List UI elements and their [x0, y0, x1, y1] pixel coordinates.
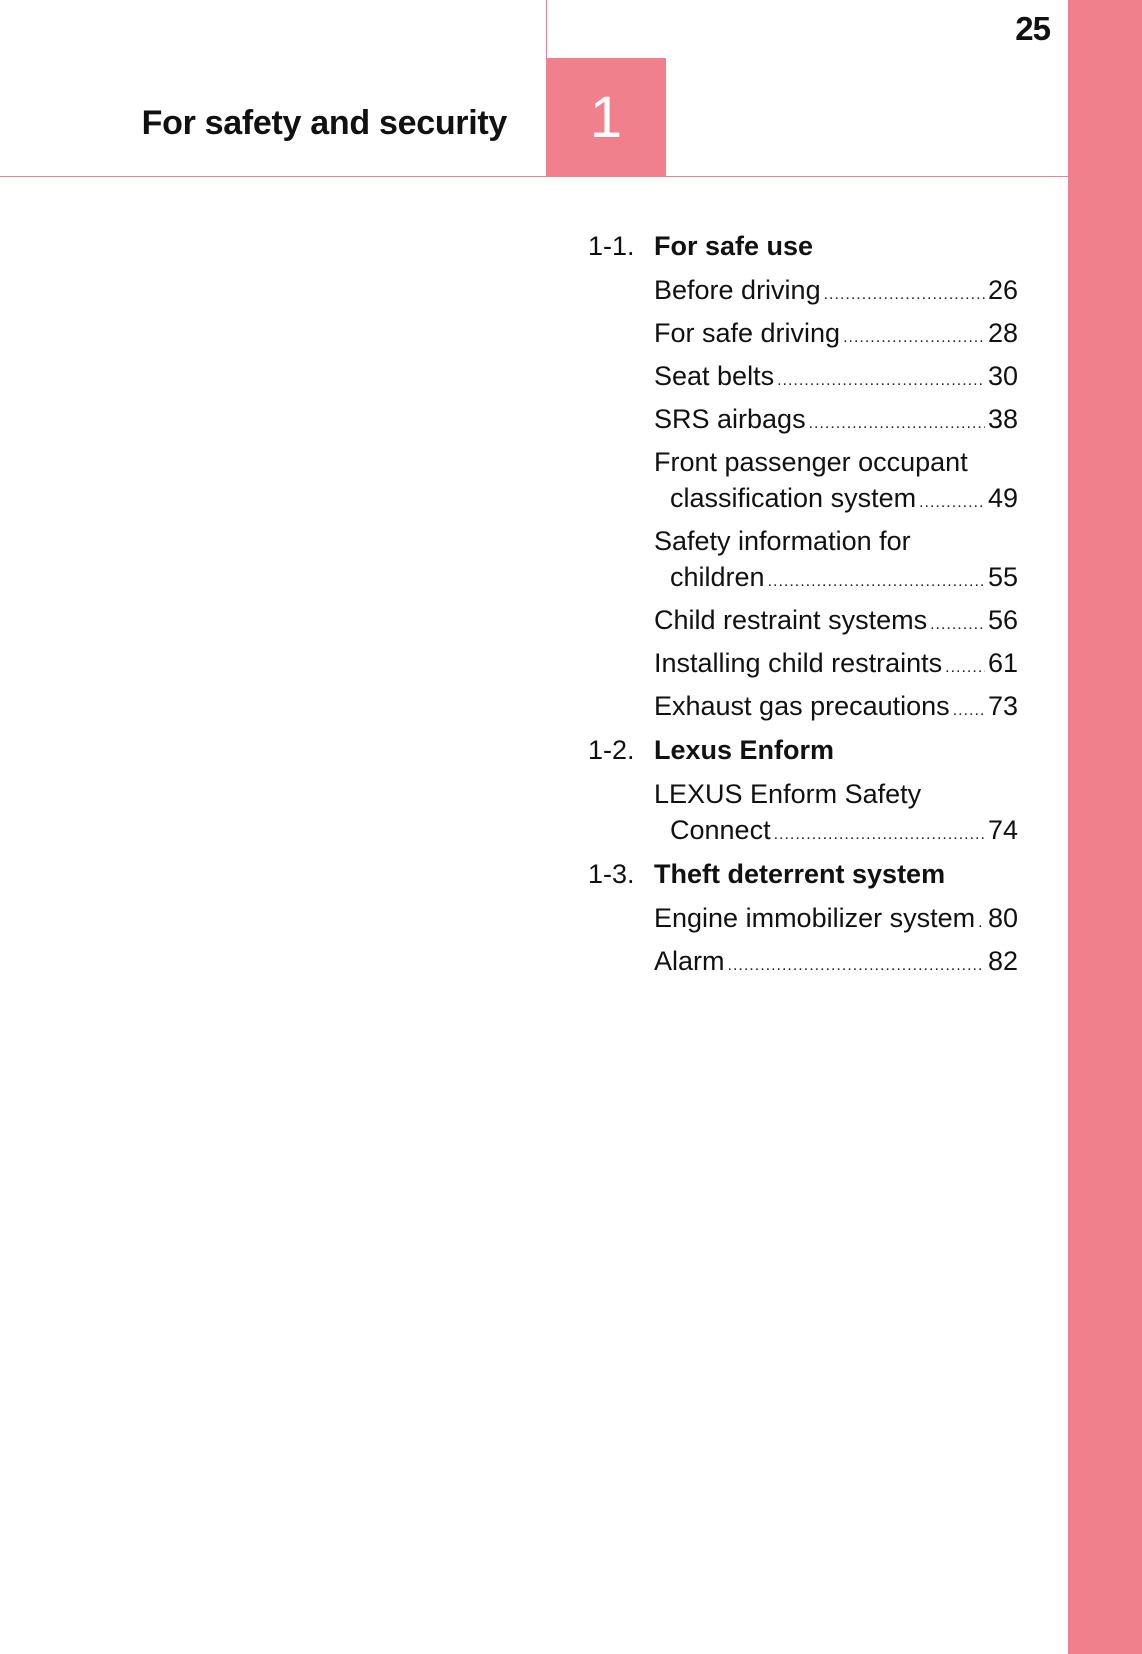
- toc-entry-label: Before driving: [654, 275, 821, 305]
- toc-entry[interactable]: [654, 946, 1018, 989]
- toc-entry-line: [654, 562, 1018, 605]
- toc-entry-page: 49: [987, 483, 1018, 513]
- toc-entry-page: 38: [987, 404, 1018, 434]
- toc-section-title: For safe use: [654, 231, 814, 261]
- toc-entry[interactable]: [654, 275, 1018, 318]
- toc-dot-leader: [930, 616, 985, 634]
- toc-dot-leader: [777, 372, 985, 390]
- toc-entry-line: [654, 946, 1018, 989]
- toc-entry-label: SRS airbags: [654, 404, 806, 434]
- toc-entry-page: 56: [987, 605, 1018, 635]
- toc-entry-page: 28: [987, 318, 1018, 348]
- toc-entry[interactable]: [654, 447, 1018, 526]
- header-divider-vertical: [546, 0, 547, 58]
- toc-entry-line: [654, 648, 1018, 691]
- toc-entry-label: LEXUS Enform Safety: [654, 779, 922, 809]
- toc-entry-page: 80: [987, 903, 1018, 933]
- chapter-title: For safety and security: [141, 104, 507, 142]
- toc-entry-line: [654, 318, 1018, 361]
- toc-entry-page: 30: [987, 361, 1018, 391]
- toc-section-title: Lexus Enform: [654, 735, 835, 765]
- toc-entry-label: children: [670, 562, 765, 592]
- toc-entry[interactable]: [654, 318, 1018, 361]
- toc-dot-leader: [953, 702, 985, 720]
- toc-dot-leader: [919, 494, 985, 512]
- toc-section-heading: [588, 735, 1018, 779]
- toc-entry-line: [654, 605, 1018, 648]
- toc-entry-label: Connect: [670, 815, 771, 845]
- toc-entry-label: Child restraint systems: [654, 605, 928, 635]
- chapter-number-tab: 1: [546, 58, 666, 177]
- toc-dot-leader: [809, 415, 985, 433]
- toc-dot-leader: [824, 286, 985, 304]
- toc-entry-page: 74: [987, 815, 1018, 845]
- toc-entry-label: Alarm: [654, 946, 725, 976]
- toc-entry-line: [654, 779, 1018, 815]
- toc-section-title: Theft deterrent system: [654, 859, 946, 889]
- toc-entry-label: Safety information for: [654, 526, 911, 556]
- toc-entry[interactable]: [654, 404, 1018, 447]
- toc-entry[interactable]: [654, 779, 1018, 858]
- toc-entry-label: Seat belts: [654, 361, 775, 391]
- toc-dot-leader: [768, 573, 985, 591]
- toc-entry-line: [654, 483, 1018, 526]
- toc-entry-label: classification system: [670, 483, 917, 513]
- toc-entry[interactable]: [654, 691, 1018, 734]
- toc-entry-line: [654, 691, 1018, 734]
- table-of-contents: [588, 230, 1018, 989]
- toc-entry-line: [654, 903, 1018, 946]
- toc-section-heading: [588, 231, 1018, 275]
- toc-dot-leader: [774, 826, 985, 844]
- toc-entry-page: 26: [987, 275, 1018, 305]
- toc-entry[interactable]: [654, 361, 1018, 404]
- toc-entry[interactable]: [654, 648, 1018, 691]
- toc-entry-label: For safe driving: [654, 318, 841, 348]
- toc-entry[interactable]: [654, 605, 1018, 648]
- toc-entry-line: [654, 275, 1018, 318]
- toc-entry-label: Installing child restraints: [654, 648, 943, 678]
- toc-entry-line: [654, 404, 1018, 447]
- chapter-side-bar: [1068, 0, 1142, 1654]
- toc-entry[interactable]: [654, 526, 1018, 605]
- toc-entry-label: Front passenger occupant: [654, 447, 968, 477]
- toc-dot-leader: [945, 659, 985, 677]
- header-divider-horizontal: [0, 176, 1068, 177]
- toc-section-number: 1-2.: [588, 735, 635, 765]
- toc-entry-label: Exhaust gas precautions: [654, 691, 950, 721]
- page-number: 25: [1015, 10, 1050, 47]
- toc-dot-leader: [843, 329, 985, 347]
- toc-entry-line: [654, 815, 1018, 858]
- toc-entry-line: [654, 447, 1018, 483]
- toc-entry[interactable]: [654, 903, 1018, 946]
- toc-entry-line: [654, 361, 1018, 404]
- toc-entry-page: 55: [987, 562, 1018, 592]
- toc-entry-line: [654, 526, 1018, 562]
- toc-entry-page: 73: [987, 691, 1018, 721]
- toc-entry-page: 61: [987, 648, 1018, 678]
- toc-dot-leader: [728, 957, 985, 975]
- toc-section-heading: [588, 859, 1018, 903]
- toc-entry-page: 82: [987, 946, 1018, 976]
- toc-section-number: 1-1.: [588, 231, 635, 261]
- toc-dot-leader: [978, 914, 985, 932]
- toc-section-number: 1-3.: [588, 859, 635, 889]
- toc-entry-label: Engine immobilizer system: [654, 903, 976, 933]
